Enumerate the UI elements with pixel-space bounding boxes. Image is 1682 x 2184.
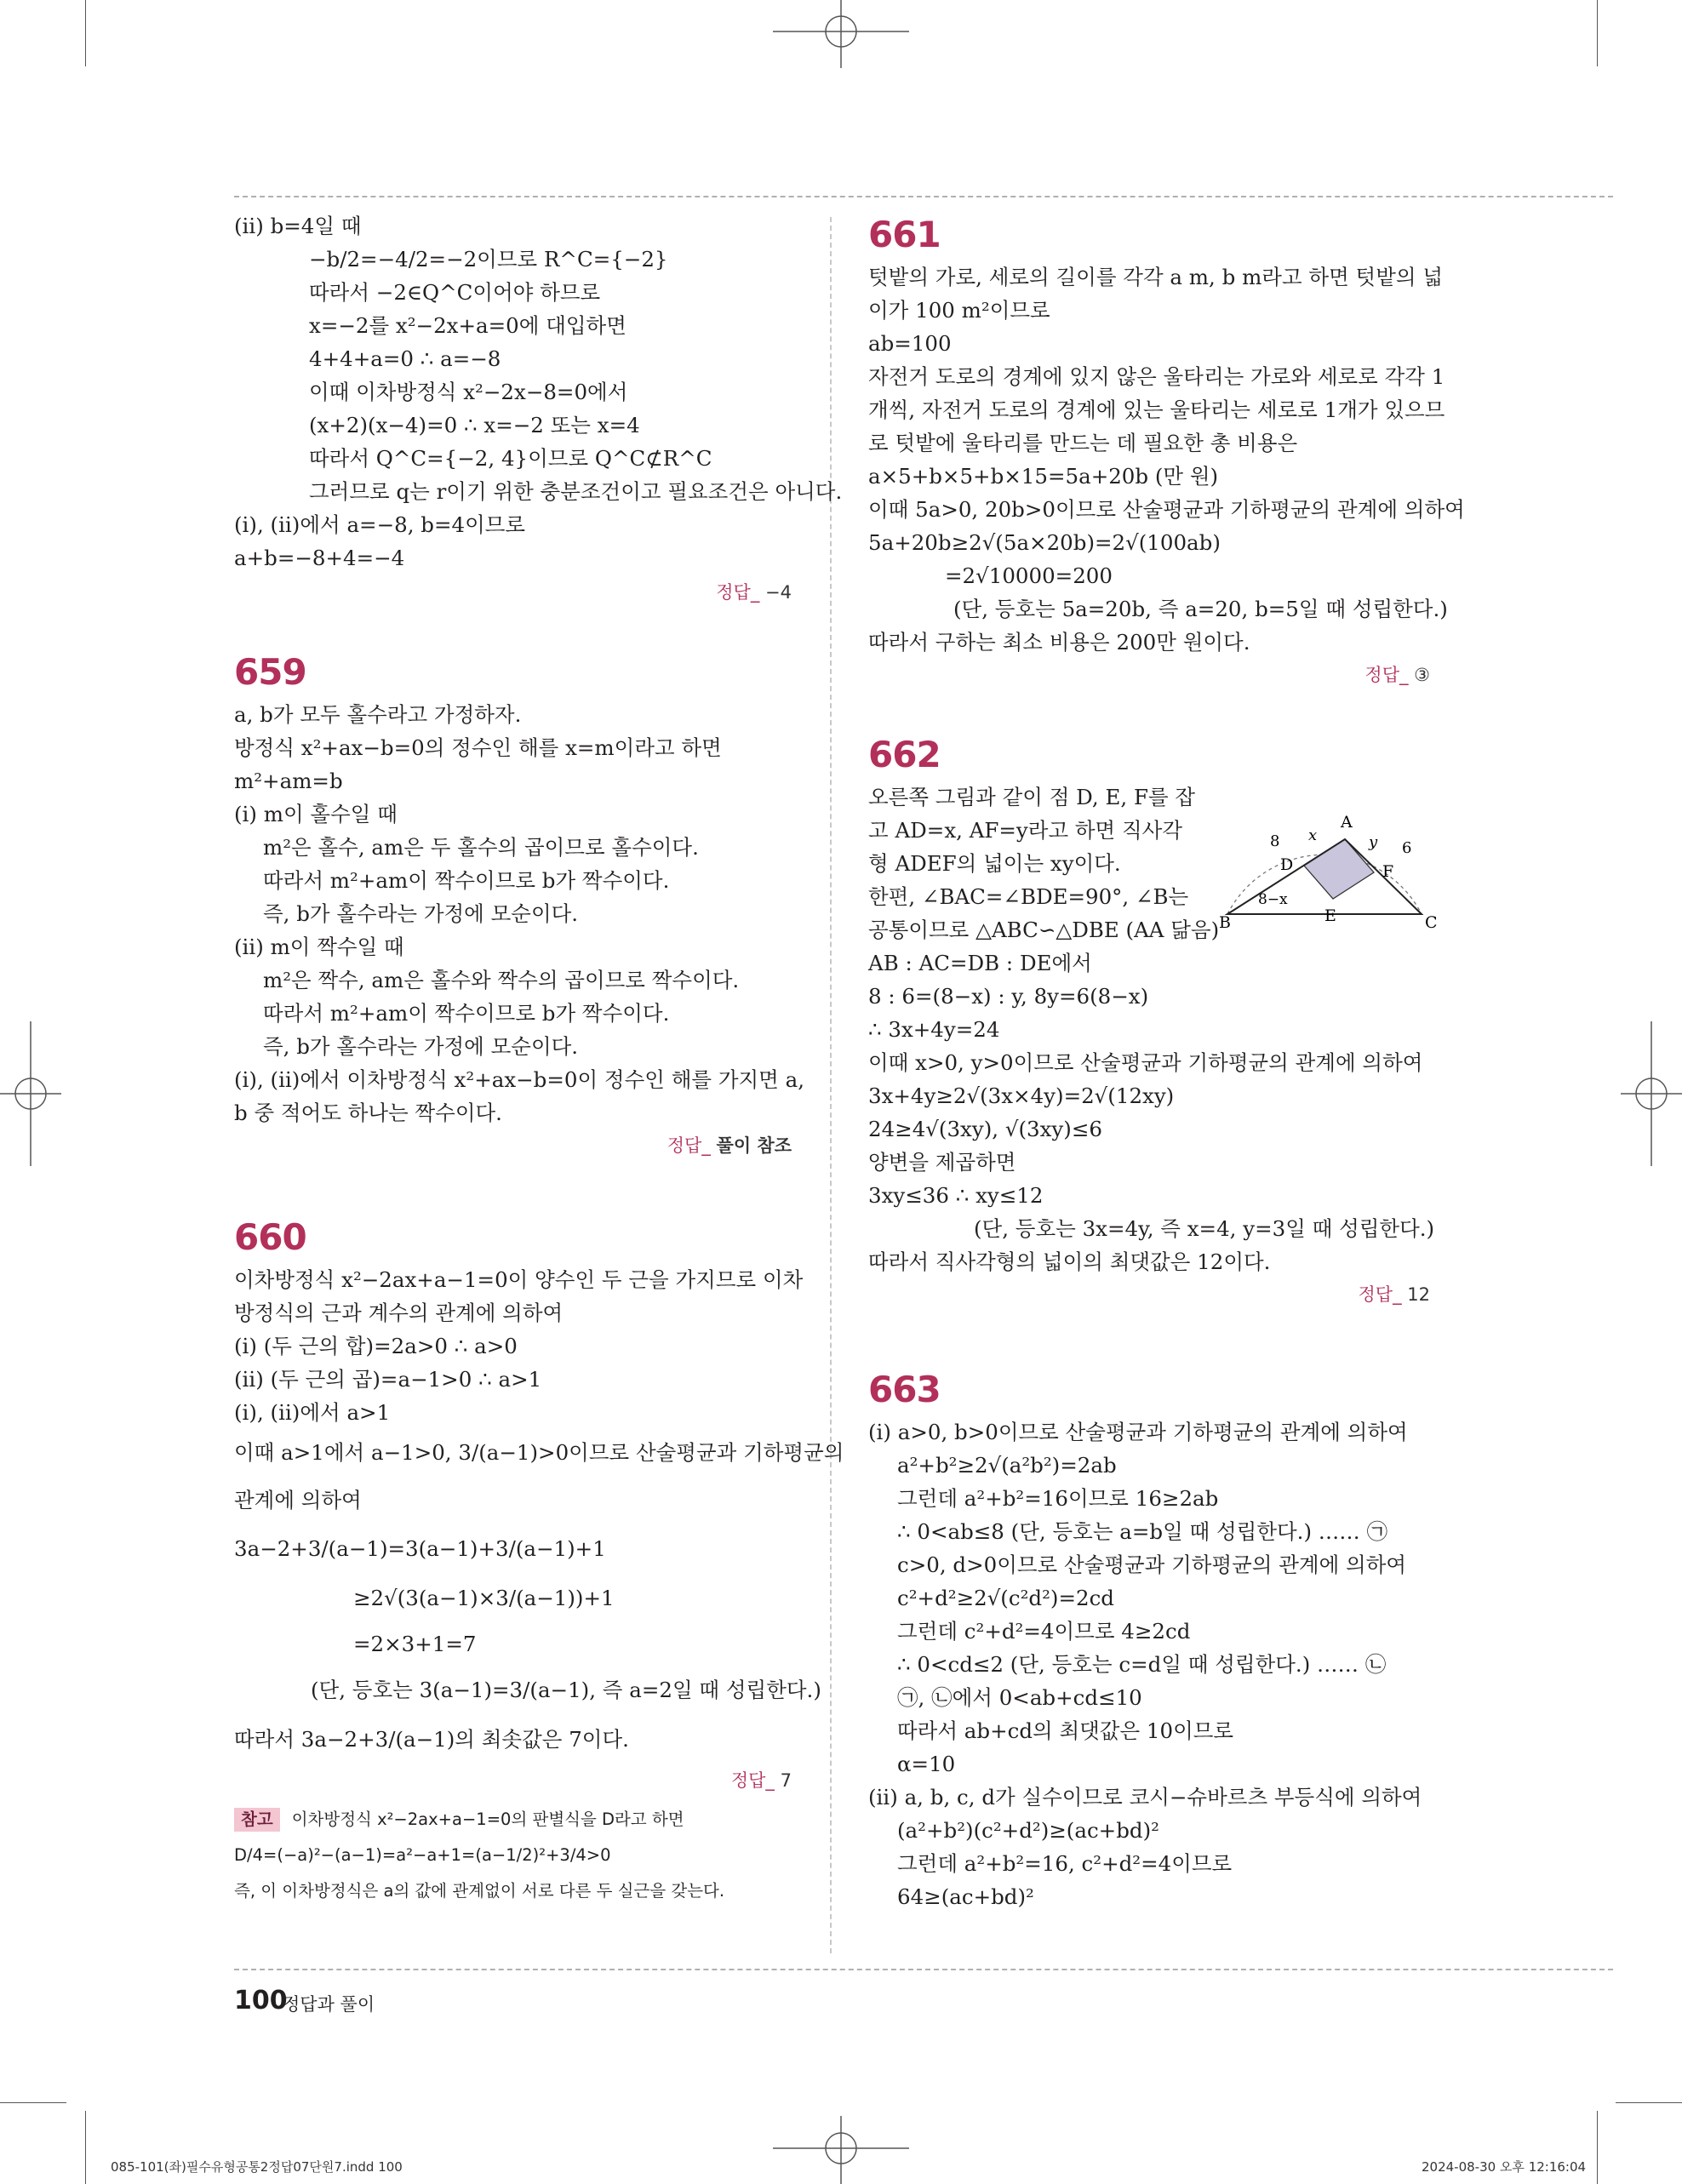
text-line: (ⅱ) b=4일 때 [234, 214, 362, 238]
text-line: 24≥4√(3xy), √(3xy)≤6 [868, 1117, 1102, 1141]
question-number-661: 661 [868, 214, 941, 255]
text-line: 이때 a>1에서 a−1>0, 3/(a−1)>0이므로 산술평균과 기하평균의 [234, 1440, 844, 1465]
text-line: 5a+20b≥2√(5a×20b)=2√(100ab) [868, 530, 1221, 555]
text-line: (ⅰ), (ⅱ)에서 a=−8, b=4이므로 [234, 512, 526, 537]
text-line: 개씩, 자전거 도로의 경계에 있는 울타리는 세로로 1개가 있으므 [868, 397, 1445, 422]
answer-label: 정답_ [716, 582, 760, 603]
text-line: (ⅱ) (두 근의 곱)=a−1>0 ∴ a>1 [234, 1367, 542, 1392]
text-line: c²+d²≥2√(c²d²)=2cd [897, 1586, 1114, 1610]
text-line: ab=100 [868, 331, 952, 356]
text-line: 이때 5a>0, 20b>0이므로 산술평균과 기하평균의 관계에 의하여 [868, 497, 1465, 522]
section-title: 정답과 풀이 [283, 1994, 375, 2015]
registration-mark-left [0, 1021, 61, 1166]
text-line: 그러므로 q는 r이기 위한 충분조건이고 필요조건은 아니다. [309, 479, 843, 504]
text-line: 고 AD=x, AF=y라고 하면 직사각 [868, 818, 1183, 843]
text-line: 그런데 a²+b²=16, c²+d²=4이므로 [897, 1851, 1233, 1876]
text-line: 이때 x>0, y>0이므로 산술평균과 기하평균의 관계에 의하여 [868, 1050, 1423, 1075]
crop-mark-bottom-right-h [1616, 2102, 1682, 2103]
text-line: (단, 등호는 3(a−1)=3/(a−1), 즉 a=2일 때 성립한다.) [311, 1678, 821, 1702]
label-y: y [1369, 833, 1378, 851]
question-number-660: 660 [234, 1216, 306, 1258]
text-line: (a²+b²)(c²+d²)≥(ac+bd)² [897, 1818, 1159, 1843]
text-line: ≥2√(3(a−1)×3/(a−1))+1 [353, 1586, 615, 1610]
text-line: ∴ 0<cd≤2 (단, 등호는 c=d일 때 성립한다.) …… ㉡ [897, 1652, 1387, 1677]
text-line: 오른쪽 그림과 같이 점 D, E, F를 잡 [868, 785, 1196, 809]
text-line: m²은 짝수, am은 홀수와 짝수의 곱이므로 짝수이다. [263, 968, 740, 992]
answer-label: 정답_ [1364, 665, 1409, 685]
text-line: m²+am=b [234, 769, 343, 793]
text-line: a, b가 모두 홀수라고 가정하자. [234, 702, 522, 727]
registration-mark-top [773, 0, 909, 68]
text-line: 공통이므로 △ABC∽△DBE (AA 닮음) [868, 918, 1220, 942]
note-box [234, 1804, 792, 1907]
text-line: 그런데 c²+d²=4이므로 4≥2cd [897, 1619, 1191, 1644]
answer-value: 7 [780, 1770, 792, 1791]
label-8-minus-x: 8−x [1258, 891, 1288, 908]
registration-mark-bottom [773, 2116, 909, 2184]
left-column [234, 209, 844, 1907]
question-number-663: 663 [868, 1369, 941, 1410]
bottom-dashed-rule [234, 1969, 1613, 1970]
label-x: x [1308, 826, 1318, 844]
text-line: 방정식 x²+ax−b=0의 정수인 해를 x=m이라고 하면 [234, 735, 722, 760]
text-line: 4+4+a=0 ∴ a=−8 [309, 346, 501, 371]
text-line: 로 텃밭에 울타리를 만드는 데 필요한 총 비용은 [868, 431, 1298, 455]
answer-line [234, 1129, 792, 1163]
answer-line [868, 659, 1430, 692]
slug-file: 085-101(좌)필수유형공통2정답07단원7.indd 100 [111, 2159, 403, 2175]
text-line: b 중 적어도 하나는 짝수이다. [234, 1101, 502, 1125]
top-dashed-rule [234, 196, 1613, 197]
text-line: 64≥(ac+bd)² [897, 1884, 1034, 1909]
text-line: a+b=−8+4=−4 [234, 546, 405, 570]
text-line: 텃밭의 가로, 세로의 길이를 각각 a m, b m라고 하면 텃밭의 넓 [868, 265, 1444, 289]
text-line: ∴ 3x+4y=24 [868, 1017, 1000, 1042]
text-line: (단, 등호는 3x=4y, 즉 x=4, y=3일 때 성립한다.) [974, 1216, 1435, 1241]
text-line: x=−2를 x²−2x+a=0에 대입하면 [309, 313, 626, 338]
text-line: (ⅱ) m이 짝수일 때 [234, 935, 404, 959]
text-line: 따라서 3a−2+3/(a−1)의 최솟값은 7이다. [234, 1727, 629, 1752]
answer-value: −4 [765, 582, 792, 603]
text-line: 따라서 구하는 최소 비용은 200만 원이다. [868, 630, 1250, 655]
text-line: 8 : 6=(8−x) : y, 8y=6(8−x) [868, 984, 1149, 1009]
crop-mark-bottom-left-h [0, 2102, 66, 2103]
note-line: 이차방정식 x²−2ax+a−1=0의 판별식을 D라고 하면 [291, 1810, 684, 1829]
text-line: α=10 [897, 1752, 956, 1776]
crop-mark-bottom-left [85, 2111, 86, 2184]
label-e: E [1324, 906, 1336, 925]
label-c: C [1425, 913, 1438, 929]
text-line: (ⅰ) a>0, b>0이므로 산술평균과 기하평균의 관계에 의하여 [868, 1420, 1408, 1444]
text-line: 따라서 m²+am이 짝수이므로 b가 짝수이다. [263, 868, 670, 893]
label-a: A [1341, 813, 1353, 832]
text-line: c>0, d>0이므로 산술평균과 기하평균의 관계에 의하여 [897, 1552, 1407, 1577]
answer-line [234, 576, 792, 609]
answer-value: 풀이 참조 [716, 1135, 792, 1156]
text-line: a×5+b×5+b×15=5a+20b (만 원) [868, 464, 1219, 489]
text-line: 3x+4y≥2√(3x×4y)=2√(12xy) [868, 1083, 1175, 1108]
crop-mark-bottom-right [1597, 2111, 1598, 2184]
page-number: 100 [234, 1986, 288, 2015]
text-line: =2√10000=200 [945, 563, 1113, 588]
rectangle-adef [1304, 839, 1374, 899]
text-line: m²은 홀수, am은 두 홀수의 곱이므로 홀수이다. [263, 835, 699, 860]
text-line: 한편, ∠BAC=∠BDE=90°, ∠B는 [868, 884, 1189, 909]
text-line: 양변을 제곱하면 [868, 1150, 1016, 1175]
text-line: 이가 100 m²이므로 [868, 298, 1050, 323]
answer-label: 정답_ [667, 1135, 711, 1156]
right-column [868, 209, 1465, 1913]
text-line: 3a−2+3/(a−1)=3(a−1)+3/(a−1)+1 [234, 1536, 606, 1561]
question-number-659: 659 [234, 651, 306, 693]
text-line: (ⅱ) a, b, c, d가 실수이므로 코시−슈바르츠 부등식에 의하여 [868, 1785, 1422, 1810]
text-line: (ⅰ) m이 홀수일 때 [234, 802, 398, 826]
text-line: 따라서 −2∈Q^C이어야 하므로 [309, 280, 601, 305]
text-line: 이때 이차방정식 x²−2x−8=0에서 [309, 380, 628, 404]
answer-value: 12 [1407, 1284, 1430, 1305]
slug-date: 2024-08-30 오후 12:16:04 [1422, 2159, 1587, 2175]
label-b: B [1219, 913, 1231, 929]
note-line: D/4=(−a)²−(a−1)=a²−a+1=(a−1/2)²+3/4>0 [234, 1845, 611, 1865]
text-line: AB : AC=DB : DE에서 [868, 951, 1092, 975]
label-d: D [1280, 855, 1294, 874]
crop-mark-top-right [1597, 0, 1598, 66]
text-line: 관계에 의하여 [234, 1488, 362, 1512]
crop-mark-top-left [85, 0, 86, 66]
answer-line [868, 1278, 1430, 1312]
text-line: −b/2=−4/2=−2이므로 R^C={−2} [309, 247, 668, 272]
text-line: 따라서 Q^C={−2, 4}이므로 Q^C⊄R^C [309, 446, 712, 471]
label-f: F [1382, 862, 1394, 881]
triangle-figure [1219, 802, 1439, 929]
answer-value: ③ [1414, 665, 1430, 685]
answer-label: 정답_ [1358, 1284, 1402, 1305]
text-line: (ⅰ) (두 근의 합)=2a>0 ∴ a>0 [234, 1334, 518, 1358]
text-line: 방정식의 근과 계수의 관계에 의하여 [234, 1301, 564, 1325]
text-line: 그런데 a²+b²=16이므로 16≥2ab [897, 1486, 1219, 1511]
text-line: ∴ 0<ab≤8 (단, 등호는 a=b일 때 성립한다.) …… ㉠ [897, 1519, 1388, 1544]
text-line: (x+2)(x−4)=0 ∴ x=−2 또는 x=4 [309, 413, 640, 437]
text-line: 이차방정식 x²−2ax+a−1=0이 양수인 두 근을 가지므로 이차 [234, 1267, 804, 1292]
text-line: (ⅰ), (ⅱ)에서 이차방정식 x²+ax−b=0이 정수인 해를 가지면 a, [234, 1067, 805, 1092]
label-ab-length: 8 [1270, 832, 1280, 850]
text-line: 따라서 직사각형의 넓이의 최댓값은 12이다. [868, 1249, 1271, 1274]
registration-mark-right [1621, 1021, 1682, 1166]
text-line: 3xy≤36 ∴ xy≤12 [868, 1183, 1044, 1208]
question-number-662: 662 [868, 734, 941, 775]
text-line: 형 ADEF의 넓이는 xy이다. [868, 851, 1121, 876]
text-line: =2×3+1=7 [353, 1632, 477, 1656]
text-line: 따라서 m²+am이 짝수이므로 b가 짝수이다. [263, 1001, 670, 1026]
answer-line [234, 1764, 792, 1798]
text-line: 즉, b가 홀수라는 가정에 모순이다. [263, 901, 579, 926]
answer-label: 정답_ [730, 1770, 775, 1791]
note-tag: 참고 [234, 1808, 280, 1832]
label-ac-length: 6 [1402, 839, 1412, 857]
text-line: ㉠, ㉡에서 0<ab+cd≤10 [897, 1685, 1142, 1710]
text-line: 따라서 ab+cd의 최댓값은 10이므로 [897, 1718, 1234, 1743]
note-line: 즉, 이 이차방정식은 a의 값에 관계없이 서로 다른 두 실근을 갖는다. [234, 1881, 725, 1901]
text-line: a²+b²≥2√(a²b²)=2ab [897, 1453, 1117, 1478]
text-line: 즉, b가 홀수라는 가정에 모순이다. [263, 1034, 579, 1059]
text-line: (단, 등호는 5a=20b, 즉 a=20, b=5일 때 성립한다.) [953, 597, 1448, 621]
text-line: 자전거 도로의 경계에 있지 않은 울타리는 가로와 세로로 각각 1 [868, 364, 1445, 389]
text-line: (ⅰ), (ⅱ)에서 a>1 [234, 1400, 391, 1425]
